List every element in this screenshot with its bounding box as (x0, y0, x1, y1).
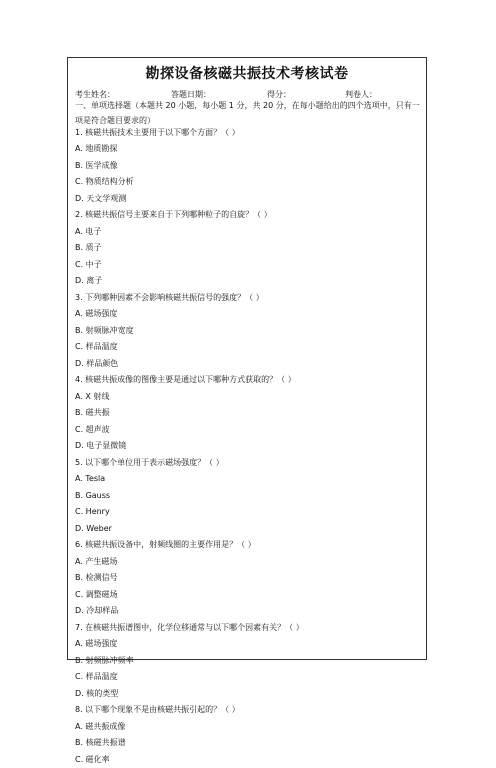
question-text: 2. 核磁共振信号主要来自于下列哪种粒子的自旋？（ ） (75, 207, 423, 224)
answer-option[interactable]: C. 样品温度 (75, 339, 423, 356)
answer-option[interactable]: C. Henry (75, 504, 423, 521)
answer-option[interactable]: C. 调整磁场 (75, 587, 423, 604)
question-text: 3. 下列哪种因素不会影响核磁共振信号的强度？（ ） (75, 290, 423, 307)
section-heading: 一、单项选择题（本题共 20 小题，每小题 1 分，共 20 分，在每小题给出的四个选项中，只有一项是符合题目要求的） (75, 99, 423, 128)
question-text: 7. 在核磁共振谱图中，化学位移通常与以下哪个因素有关？（ ） (75, 620, 423, 637)
answer-option[interactable]: B. 质子 (75, 240, 423, 257)
question-text: 5. 以下哪个单位用于表示磁场强度？（ ） (75, 455, 423, 472)
answer-option[interactable]: C. 物质结构分析 (75, 174, 423, 191)
name-label: 考生姓名： (75, 87, 115, 103)
score-label: 得分： (267, 87, 291, 103)
question-text: 6. 核磁共振设备中，射频线圈的主要作用是？（ ） (75, 537, 423, 554)
answer-option[interactable]: C. 样品温度 (75, 669, 423, 686)
answer-option[interactable]: B. Gauss (75, 488, 423, 505)
answer-option[interactable]: D. 核的类型 (75, 686, 423, 703)
answer-option[interactable]: B. 磁共振 (75, 405, 423, 422)
answer-option[interactable]: B. 检测信号 (75, 570, 423, 587)
answer-option[interactable]: C. 磁化率 (75, 752, 423, 768)
question-list (75, 125, 423, 768)
answer-option[interactable]: B. 射频脉冲频率 (75, 653, 423, 670)
question-text: 4. 核磁共振成像的图像主要是通过以下哪种方式获取的？（ ） (75, 372, 423, 389)
question-text: 8. 以下哪个现象不是由核磁共振引起的？（ ） (75, 702, 423, 719)
date-label: 答题日期： (171, 87, 211, 103)
answer-option[interactable]: A. 磁场强度 (75, 636, 423, 653)
answer-option[interactable]: A. 磁场强度 (75, 306, 423, 323)
question-text: 1. 核磁共振技术主要用于以下哪个方面？（ ） (75, 125, 423, 142)
grader-label: 判卷人： (345, 87, 377, 103)
answer-option[interactable]: A. 电子 (75, 224, 423, 241)
answer-option[interactable]: D. 离子 (75, 273, 423, 290)
answer-option[interactable]: D. 冷却样品 (75, 603, 423, 620)
answer-option[interactable]: B. 射频脉冲宽度 (75, 323, 423, 340)
answer-option[interactable]: B. 医学成像 (75, 158, 423, 175)
answer-option[interactable]: C. 超声波 (75, 422, 423, 439)
answer-option[interactable]: A. 产生磁场 (75, 554, 423, 571)
answer-option[interactable]: C. 中子 (75, 257, 423, 274)
answer-option[interactable]: B. 核磁共振谱 (75, 735, 423, 752)
answer-option[interactable]: D. 电子显微镜 (75, 438, 423, 455)
answer-option[interactable]: A. X 射线 (75, 389, 423, 406)
answer-option[interactable]: D. 天文学观测 (75, 191, 423, 208)
answer-option[interactable]: D. 样品颜色 (75, 356, 423, 373)
answer-option[interactable]: D. Weber (75, 521, 423, 538)
answer-option[interactable]: A. Tesla (75, 471, 423, 488)
exam-title: 勘探设备核磁共振技术考核试卷 (67, 64, 427, 84)
answer-option[interactable]: A. 地质勘探 (75, 141, 423, 158)
answer-option[interactable]: A. 磁共振成像 (75, 719, 423, 736)
